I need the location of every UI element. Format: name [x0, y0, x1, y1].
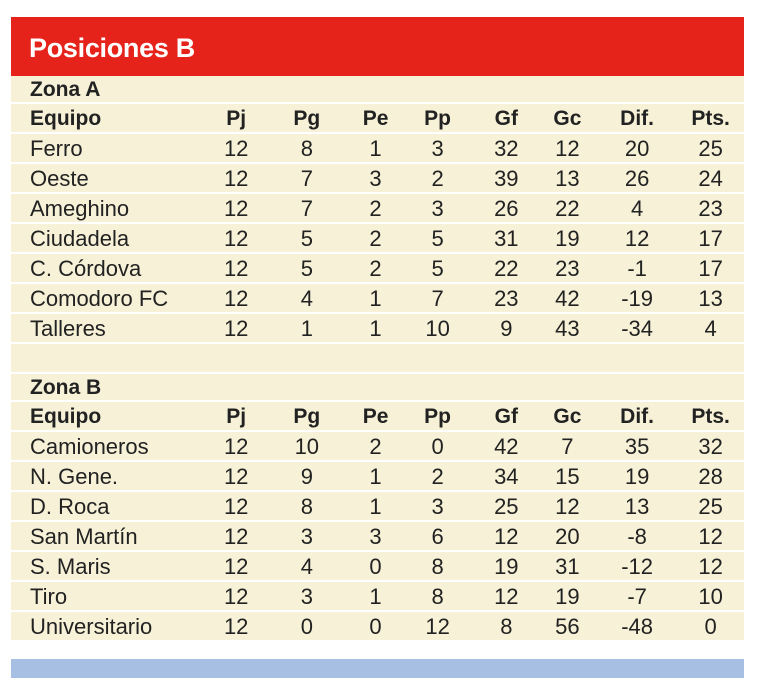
stat-cell: 3	[300, 524, 313, 549]
stat-cell: 12	[223, 166, 249, 191]
column-header: Gf	[494, 405, 518, 428]
stat-cell: 1	[369, 584, 382, 609]
stat-cell: 13	[698, 286, 723, 311]
stat-cell: 8	[431, 584, 444, 609]
zone-title: Zona B	[11, 374, 744, 402]
team-name: D. Roca	[30, 494, 110, 519]
stat-cell: 2	[369, 434, 382, 459]
stat-cell: 1	[369, 316, 382, 341]
stat-cell: 31	[494, 226, 519, 251]
column-header: Pj	[226, 107, 247, 130]
column-header: Dif.	[620, 405, 654, 428]
column-header: Gf	[494, 107, 518, 130]
column-header: Gc	[553, 107, 582, 130]
stat-cell: 32	[494, 136, 519, 161]
stat-cell: 4	[630, 196, 644, 221]
table-row	[11, 552, 744, 582]
stat-cell: 5	[431, 256, 444, 281]
team-name: Talleres	[30, 316, 106, 341]
column-header: Equipo	[30, 405, 102, 428]
column-header: Dif.	[620, 107, 654, 130]
stat-cell: -48	[621, 614, 653, 639]
stat-cell: 12	[494, 584, 519, 609]
table-row	[11, 314, 744, 344]
stat-cell: 7	[561, 434, 574, 459]
stat-cell: -19	[621, 286, 653, 311]
stat-cell: 25	[494, 494, 519, 519]
stat-cell: 6	[431, 524, 444, 549]
stat-cell: 10	[425, 316, 450, 341]
team-name: Ciudadela	[30, 226, 130, 251]
column-header: Pe	[362, 405, 389, 428]
stat-cell: 43	[555, 316, 580, 341]
team-name: S. Maris	[30, 554, 111, 579]
table-row	[11, 492, 744, 522]
stat-cell: 2	[431, 464, 444, 489]
team-name: Ferro	[30, 136, 83, 161]
stat-cell: 12	[223, 614, 249, 639]
stat-cell: -34	[621, 316, 653, 341]
stat-cell: 12	[223, 196, 249, 221]
footer-bar	[11, 659, 744, 678]
stat-cell: 12	[624, 226, 650, 251]
table-row	[11, 462, 744, 492]
stat-cell: 25	[698, 494, 723, 519]
stat-cell: 8	[431, 554, 444, 579]
stat-cell: 23	[494, 286, 519, 311]
team-name: N. Gene.	[30, 464, 119, 489]
stat-cell: 12	[223, 256, 249, 281]
stat-cell: 17	[698, 256, 723, 281]
stat-cell: -12	[621, 554, 653, 579]
stat-cell: 12	[223, 226, 249, 251]
stat-cell: 32	[698, 434, 723, 459]
stat-cell: 8	[500, 614, 513, 639]
stat-cell: 0	[369, 554, 382, 579]
stat-cell: 22	[494, 256, 519, 281]
stat-cell: 15	[555, 464, 580, 489]
stat-cell: 23	[698, 196, 723, 221]
stat-cell: -8	[627, 524, 647, 549]
stat-cell: 0	[431, 434, 444, 459]
team-name: San Martín	[30, 524, 138, 549]
column-header: Gc	[553, 405, 582, 428]
stat-cell: 12	[223, 494, 249, 519]
stat-cell: 2	[369, 256, 382, 281]
stat-cell: 42	[494, 434, 519, 459]
team-name: Tiro	[30, 584, 68, 609]
stat-cell: 12	[494, 524, 519, 549]
table-row	[11, 284, 744, 314]
stat-cell: 3	[431, 196, 444, 221]
table-row	[11, 582, 744, 612]
stat-cell: 12	[555, 494, 580, 519]
stat-cell: 7	[300, 196, 313, 221]
column-header: Pts.	[691, 405, 730, 428]
table-row	[11, 254, 744, 284]
stat-cell: 4	[300, 286, 313, 311]
stat-cell: 26	[494, 196, 519, 221]
stat-cell: -7	[627, 584, 647, 609]
stat-cell: 8	[300, 136, 313, 161]
stat-cell: 1	[369, 494, 382, 519]
stat-cell: 4	[300, 554, 313, 579]
stat-cell: 13	[624, 494, 650, 519]
team-name: C. Córdova	[30, 256, 142, 281]
stat-cell: 1	[300, 316, 313, 341]
column-header: Equipo	[30, 107, 102, 130]
stat-cell: 4	[704, 316, 717, 341]
table-title: Posiciones B	[11, 17, 744, 76]
stat-cell: 31	[555, 554, 580, 579]
stat-cell: 3	[431, 136, 444, 161]
stat-cell: 2	[369, 226, 382, 251]
stat-cell: 1	[369, 464, 382, 489]
team-name: Camioneros	[30, 434, 149, 459]
stat-cell: 23	[555, 256, 580, 281]
stat-cell: 10	[698, 584, 723, 609]
table-row	[11, 224, 744, 254]
stat-cell: 35	[624, 434, 650, 459]
table-row	[11, 194, 744, 224]
stat-cell: 39	[494, 166, 519, 191]
column-header: Pp	[424, 107, 451, 130]
column-header: Pts.	[691, 107, 730, 130]
column-header: Pg	[293, 107, 321, 130]
stat-cell: 12	[698, 554, 723, 579]
stat-cell: 12	[223, 316, 249, 341]
column-header: Pp	[424, 405, 451, 428]
stat-cell: 2	[369, 196, 382, 221]
stat-cell: 5	[300, 226, 313, 251]
stat-cell: 56	[555, 614, 580, 639]
stat-cell: 12	[425, 614, 450, 639]
stat-cell: 12	[223, 524, 249, 549]
column-header: Pj	[226, 405, 247, 428]
zone-title: Zona A	[11, 76, 744, 104]
stat-cell: -1	[627, 256, 647, 281]
stat-cell: 9	[300, 464, 313, 489]
stat-cell: 10	[294, 434, 320, 459]
column-header: Pe	[362, 107, 389, 130]
stat-cell: 17	[698, 226, 723, 251]
stat-cell: 0	[704, 614, 717, 639]
stat-cell: 12	[223, 554, 249, 579]
stat-cell: 8	[300, 494, 313, 519]
stat-cell: 0	[369, 614, 382, 639]
stat-cell: 19	[494, 554, 519, 579]
table-row	[11, 612, 744, 642]
stat-cell: 42	[555, 286, 580, 311]
table-body	[11, 76, 744, 642]
stat-cell: 34	[494, 464, 519, 489]
team-name: Universitario	[30, 614, 153, 639]
stat-cell: 19	[624, 464, 650, 489]
table-row	[11, 432, 744, 462]
team-name: Oeste	[30, 166, 89, 191]
standings-table	[11, 17, 744, 642]
table-row	[11, 164, 744, 194]
header-row	[11, 104, 744, 134]
stat-cell: 12	[555, 136, 580, 161]
stat-cell: 7	[431, 286, 444, 311]
stat-cell: 2	[431, 166, 444, 191]
stat-cell: 0	[300, 614, 313, 639]
stat-cell: 20	[555, 524, 580, 549]
stat-cell: 7	[300, 166, 313, 191]
stat-cell: 1	[369, 286, 382, 311]
stat-cell: 12	[223, 136, 249, 161]
stat-cell: 3	[431, 494, 444, 519]
stat-cell: 24	[698, 166, 723, 191]
stat-cell: 19	[555, 584, 580, 609]
table-row	[11, 522, 744, 552]
team-name: Ameghino	[30, 196, 130, 221]
stat-cell: 9	[500, 316, 513, 341]
team-name: Comodoro FC	[30, 286, 169, 311]
zone-spacer	[11, 344, 744, 374]
stat-cell: 19	[555, 226, 580, 251]
stat-cell: 3	[369, 524, 382, 549]
stat-cell: 28	[698, 464, 723, 489]
stat-cell: 12	[223, 584, 249, 609]
stat-cell: 3	[300, 584, 313, 609]
stat-cell: 12	[223, 464, 249, 489]
stat-cell: 25	[698, 136, 723, 161]
table-row	[11, 134, 744, 164]
stat-cell: 5	[431, 226, 444, 251]
stat-cell: 26	[624, 166, 650, 191]
stat-cell: 5	[300, 256, 313, 281]
stat-cell: 3	[369, 166, 382, 191]
header-row	[11, 402, 744, 432]
stat-cell: 20	[624, 136, 650, 161]
stat-cell: 12	[223, 434, 249, 459]
stat-cell: 13	[555, 166, 580, 191]
stat-cell: 12	[698, 524, 723, 549]
stat-cell: 12	[223, 286, 249, 311]
stat-cell: 22	[555, 196, 580, 221]
column-header: Pg	[293, 405, 321, 428]
stat-cell: 1	[369, 136, 382, 161]
